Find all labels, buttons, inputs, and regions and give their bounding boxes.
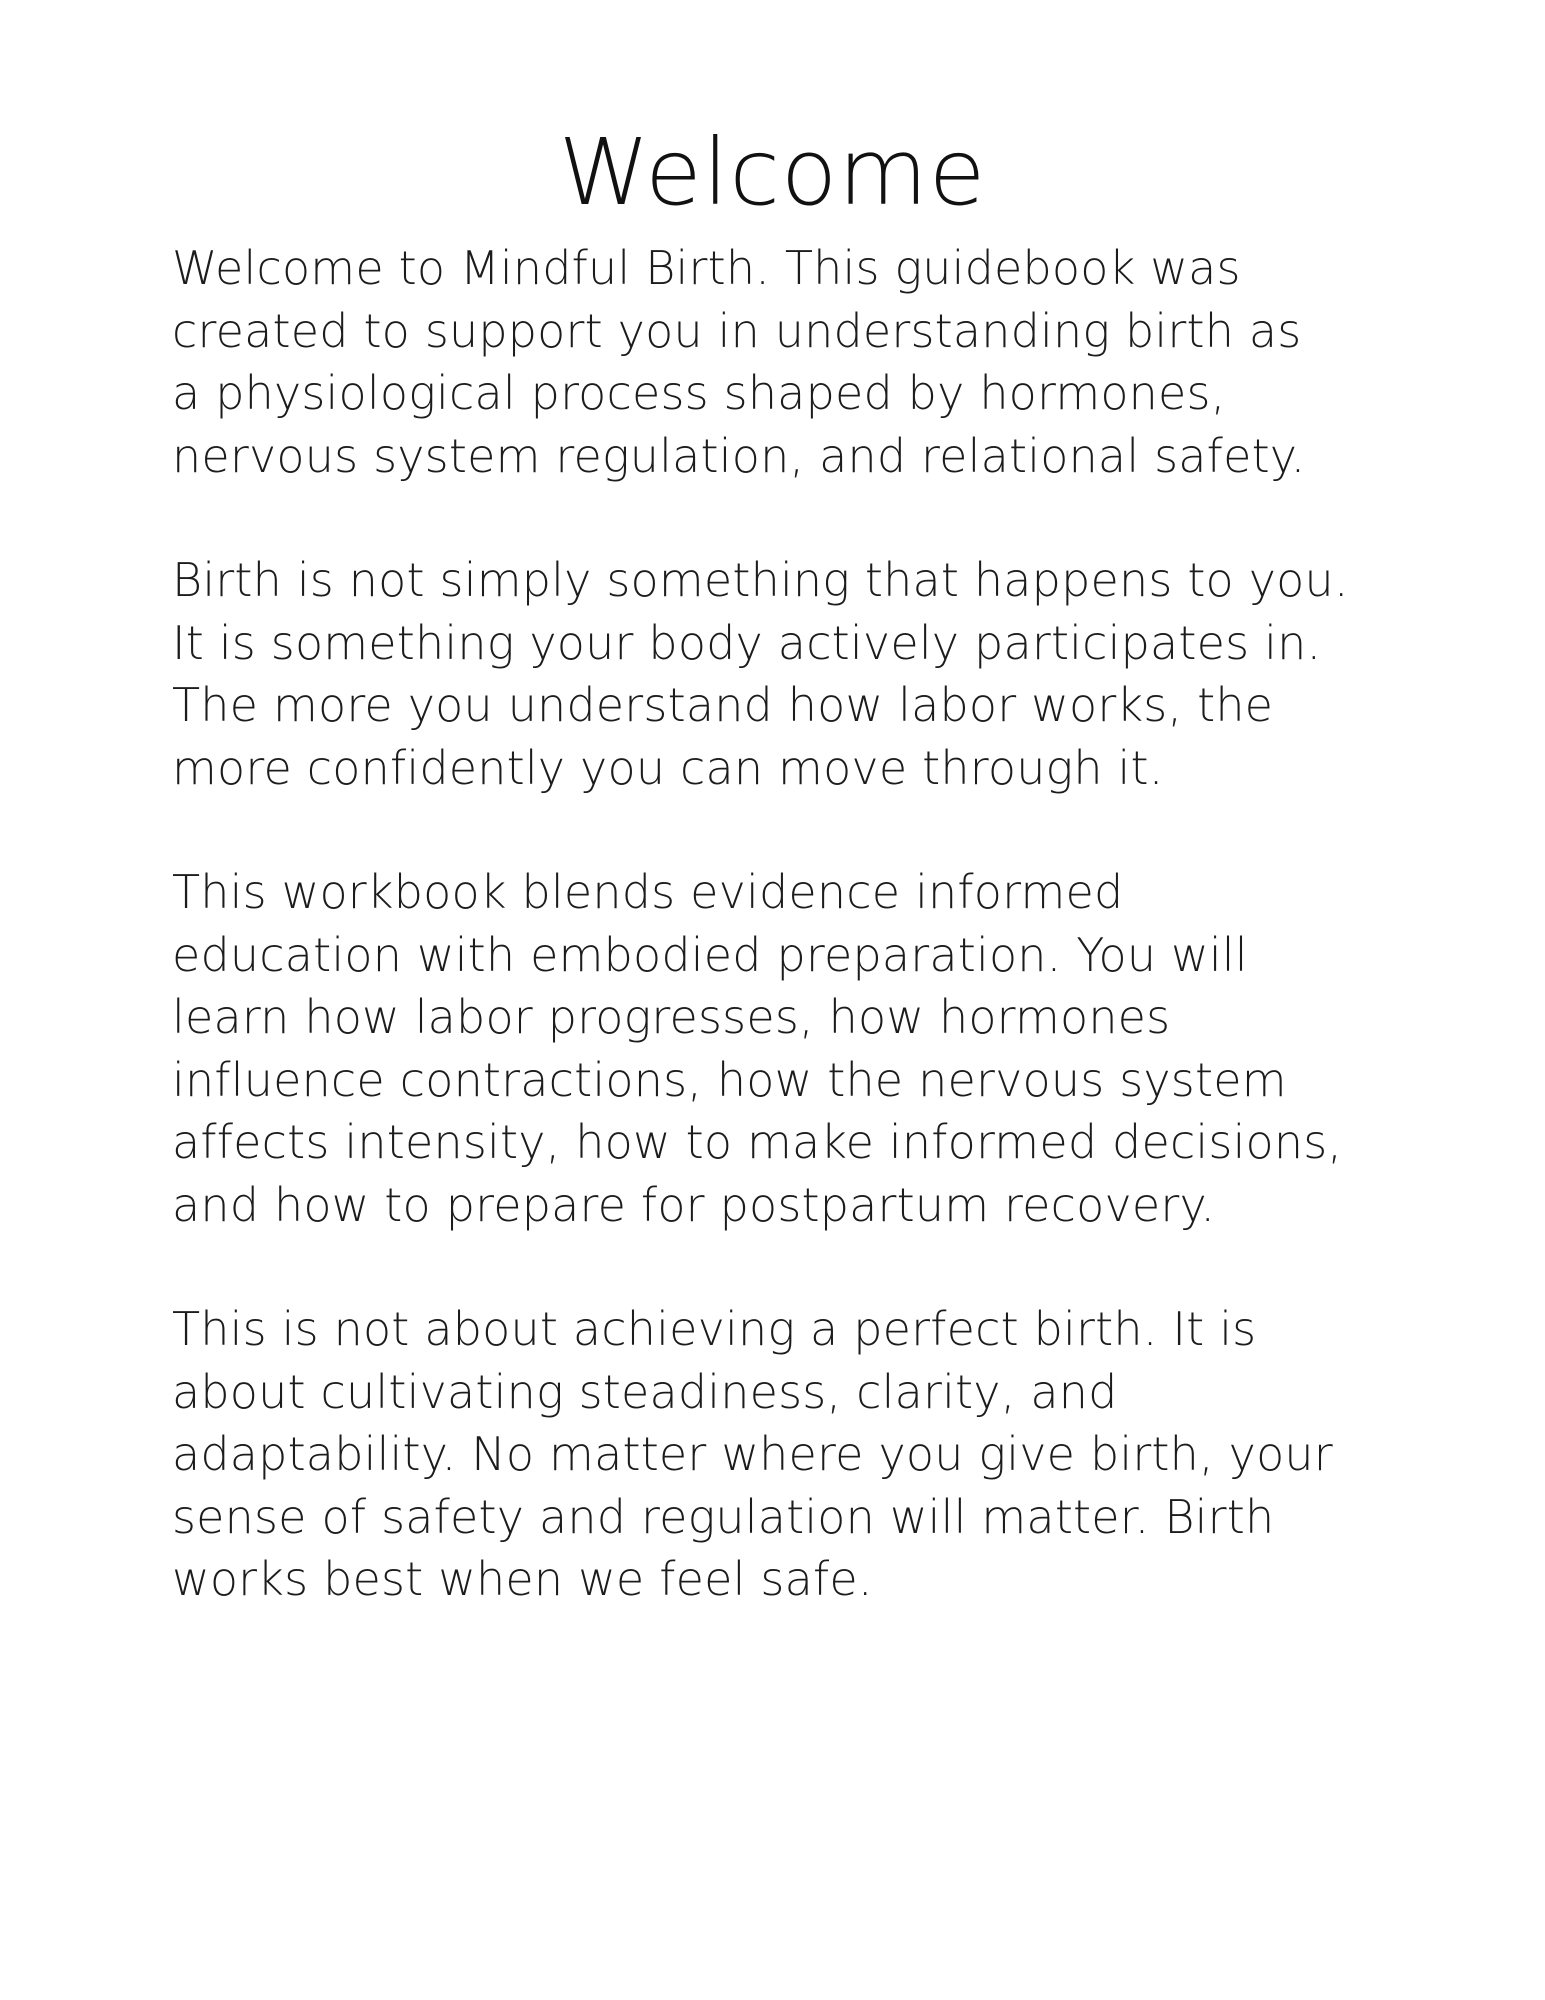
- text-line: adaptability. No matter where you give birth, your: [172, 1427, 1333, 1481]
- text-line: This workbook blends evidence informed: [172, 865, 1124, 919]
- text-line: It is something your body actively participates in.: [172, 615, 1322, 670]
- text-line: education with embodied preparation. You will: [172, 927, 1248, 982]
- text-line: works best when we feel safe.: [172, 1552, 873, 1606]
- text-line: sense of safety and regulation will matter. Birth: [172, 1489, 1275, 1544]
- text-line: Welcome to Mindful Birth. This guidebook was: [172, 241, 1241, 295]
- paragraph-workbook-overview: [172, 861, 1372, 1236]
- text-line: influence contractions, how the nervous system: [172, 1052, 1287, 1107]
- text-line: This is not about achieving a perfect birth. It is: [172, 1302, 1257, 1356]
- text-line: The more you understand how labor works, the: [172, 678, 1274, 732]
- text-line: nervous system regulation, and relational safety.: [172, 428, 1306, 483]
- page-title: Welcome: [558, 119, 987, 226]
- text-line: created to support you in understanding birth as: [172, 303, 1302, 358]
- text-line: and how to prepare for postpartum recovery.: [172, 1177, 1216, 1232]
- text-line: more confidently you can move through it.: [172, 740, 1164, 795]
- text-line: about cultivating steadiness, clarity, and: [172, 1364, 1118, 1419]
- paragraph-birth-participation: [172, 549, 1372, 799]
- text-line: affects intensity, how to make informed decisions,: [172, 1115, 1343, 1169]
- paragraph-safety: [172, 1298, 1372, 1611]
- text-line: Birth is not simply something that happens to you.: [172, 553, 1349, 607]
- text-line: learn how labor progresses, how hormones: [172, 990, 1171, 1044]
- text-line: a physiological process shaped by hormones,: [172, 366, 1226, 420]
- paragraph-intro: [172, 237, 1372, 487]
- body-text: [172, 237, 1372, 1673]
